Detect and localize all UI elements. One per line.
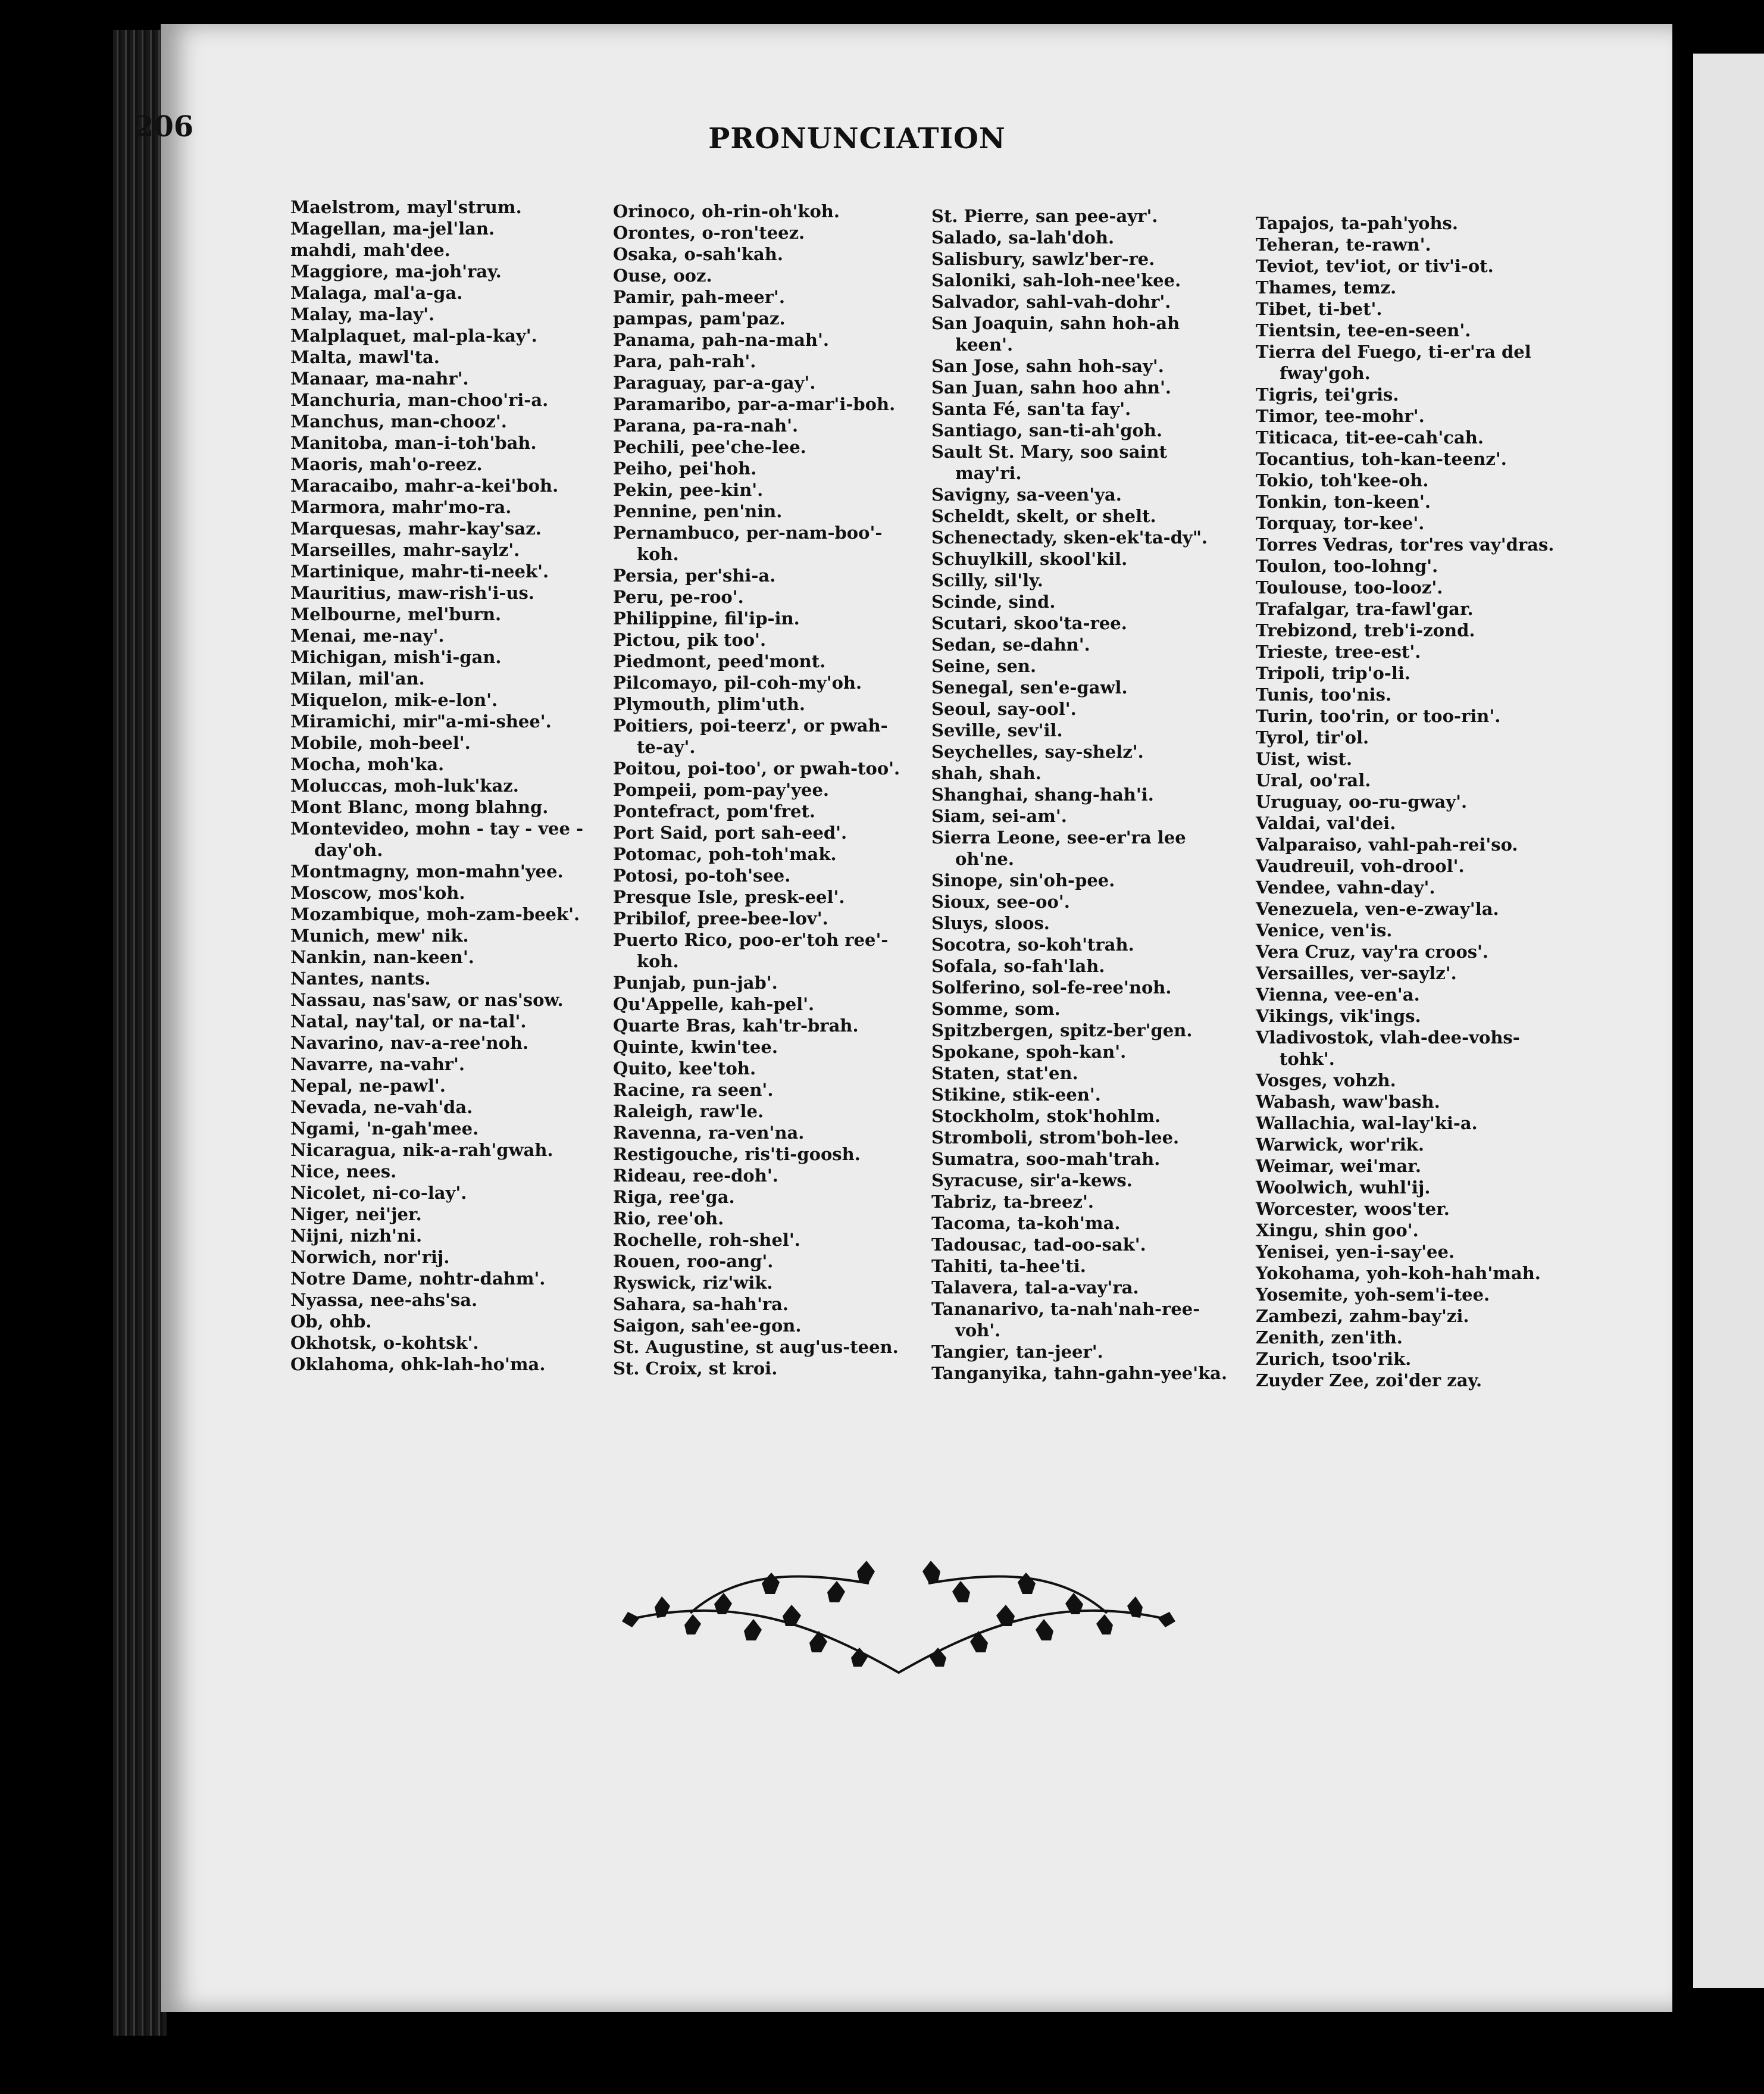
gazetteer-entry: Pictou, pik too'. [613, 630, 767, 650]
gazetteer-entry: Okhotsk, o-kohtsk'. [290, 1333, 479, 1353]
gazetteer-entry: Timor, tee-mohr'. [1256, 406, 1425, 426]
gazetteer-entry: Vikings, vik'ings. [1256, 1006, 1421, 1026]
gazetteer-entry: Navarre, na-vahr'. [290, 1054, 465, 1074]
gazetteer-entry: Ouse, ooz. [613, 265, 712, 286]
gazetteer-entry: Versailles, ver-saylz'. [1256, 963, 1457, 983]
gazetteer-entry: Vienna, vee-en'a. [1256, 985, 1420, 1005]
gazetteer-entry: Ravenna, ra-ven'na. [613, 1123, 805, 1143]
gazetteer-entry: Quinte, kwin'tee. [613, 1037, 778, 1057]
entry-continuation: may'ri. [955, 463, 1022, 483]
gazetteer-entry: Tananarivo, ta-nah'nah-ree- [931, 1299, 1200, 1319]
gazetteer-entry: Yenisei, yen-i-say'ee. [1256, 1242, 1455, 1262]
gazetteer-entry: Pennine, pen'nin. [613, 501, 783, 521]
gazetteer-entry: Nassau, nas'saw, or nas'sow. [290, 990, 564, 1010]
gazetteer-entry: Montevideo, mohn - tay - vee - [290, 818, 584, 839]
gazetteer-entry: Persia, per'shi-a. [613, 565, 776, 586]
gazetteer-entry: Tibet, ti-bet'. [1256, 299, 1383, 319]
gazetteer-entry: Plymouth, plim'uth. [613, 694, 805, 714]
gazetteer-entry: Quito, kee'toh. [613, 1058, 756, 1079]
next-page-edge [1693, 54, 1764, 1988]
gazetteer-entry: Scutari, skoo'ta-ree. [931, 613, 1127, 633]
gazetteer-entry: Paramaribo, par-a-mar'i-boh. [613, 394, 896, 414]
gazetteer-entry: Nevada, ne-vah'da. [290, 1097, 473, 1117]
running-head: PRONUNCIATION [708, 122, 1006, 155]
gazetteer-entry: Tierra del Fuego, ti-er'ra del [1256, 342, 1531, 362]
gazetteer-entry: Tunis, too'nis. [1256, 685, 1392, 705]
gazetteer-entry: Seychelles, say-shelz'. [931, 742, 1144, 762]
gazetteer-entry: Oklahoma, ohk-lah-ho'ma. [290, 1354, 546, 1374]
gazetteer-entry: Ryswick, riz'wik. [613, 1273, 773, 1293]
gazetteer-entry: Ngami, 'n-gah'mee. [290, 1118, 479, 1139]
gazetteer-entry: Scheldt, skelt, or shelt. [931, 506, 1156, 526]
gazetteer-entry: Warwick, wor'rik. [1256, 1134, 1424, 1155]
gazetteer-entry: Sinope, sin'oh-pee. [931, 870, 1115, 890]
gazetteer-entry: Rio, ree'oh. [613, 1208, 724, 1229]
gazetteer-entry: Nantes, nants. [290, 968, 431, 989]
gazetteer-entry: mahdi, mah'dee. [290, 240, 451, 260]
gazetteer-entry: Stikine, stik-een'. [931, 1084, 1101, 1105]
gazetteer-entry: Scilly, sil'ly. [931, 570, 1043, 590]
gazetteer-entry: Rochelle, roh-shel'. [613, 1230, 800, 1250]
gazetteer-entry: Tientsin, tee-en-seen'. [1256, 320, 1471, 340]
gazetteer-entry: Orinoco, oh-rin-oh'koh. [613, 201, 840, 221]
gazetteer-entry: Pechili, pee'che-lee. [613, 437, 806, 457]
gazetteer-entry: Tacoma, ta-koh'ma. [931, 1213, 1121, 1233]
page-number: 206 [134, 110, 194, 143]
gazetteer-entry: Salado, sa-lah'doh. [931, 227, 1115, 248]
gazetteer-entry: Somme, som. [931, 999, 1061, 1019]
gazetteer-entry: Navarino, nav-a-ree'noh. [290, 1033, 529, 1053]
entry-continuation: oh'ne. [955, 849, 1014, 869]
gazetteer-entry: Nyassa, nee-ahs'sa. [290, 1290, 478, 1310]
gazetteer-entry: Presque Isle, presk-eel'. [613, 887, 845, 907]
gazetteer-entry: Mont Blanc, mong blahng. [290, 797, 549, 817]
gazetteer-entry: Milan, mil'an. [290, 668, 425, 689]
gazetteer-entry: Puerto Rico, poo-er'toh ree'- [613, 930, 889, 950]
gazetteer-entry: Natal, nay'tal, or na-tal'. [290, 1011, 527, 1032]
gazetteer-entry: Sofala, so-fah'lah. [931, 956, 1105, 976]
gazetteer-entry: San Juan, sahn hoo ahn'. [931, 377, 1171, 398]
gazetteer-entry: Tadousac, tad-oo-sak'. [931, 1234, 1146, 1255]
gazetteer-entry: Pilcomayo, pil-coh-my'oh. [613, 673, 862, 693]
gazetteer-entry: Saloniki, sah-loh-nee'kee. [931, 270, 1181, 290]
gazetteer-entry: Seine, sen. [931, 656, 1037, 676]
gazetteer-entry: Savigny, sa-veen'ya. [931, 485, 1122, 505]
gazetteer-entry: Woolwich, wuhl'ij. [1256, 1177, 1431, 1198]
gazetteer-entry: Trafalgar, tra-fawl'gar. [1256, 599, 1474, 619]
gazetteer-entry: Philippine, fil'ip-in. [613, 608, 800, 629]
gazetteer-entry: Menai, me-nay'. [290, 626, 445, 646]
gazetteer-entry: Vaudreuil, voh-drool'. [1256, 856, 1465, 876]
book-spine [113, 30, 167, 2036]
gazetteer-entry: Mocha, moh'ka. [290, 754, 445, 774]
gazetteer-entry: Pernambuco, per-nam-boo'- [613, 523, 883, 543]
gazetteer-entry: Rideau, ree-doh'. [613, 1165, 778, 1186]
gazetteer-entry: Tapajos, ta-pah'yohs. [1256, 213, 1458, 233]
entry-continuation: voh'. [955, 1320, 1001, 1340]
gazetteer-entry: Para, pah-rah'. [613, 351, 756, 371]
gazetteer-entry: Maggiore, ma-joh'ray. [290, 261, 502, 282]
gazetteer-entry: Zenith, zen'ith. [1256, 1327, 1403, 1348]
gazetteer-entry: San Joaquin, sahn hoh-ah [931, 313, 1180, 333]
gazetteer-entry: Malay, ma-lay'. [290, 304, 435, 324]
gazetteer-entry: Michigan, mish'i-gan. [290, 647, 502, 667]
gazetteer-entry: Socotra, so-koh'trah. [931, 935, 1134, 955]
gazetteer-entry: Mobile, moh-beel'. [290, 733, 471, 753]
gazetteer-entry: Malaga, mal'a-ga. [290, 283, 463, 303]
gazetteer-entry: Sluys, sloos. [931, 913, 1050, 933]
gazetteer-entry: Nicaragua, nik-a-rah'gwah. [290, 1140, 553, 1160]
gazetteer-entry: Trebizond, treb'i-zond. [1256, 620, 1475, 640]
gazetteer-entry: Munich, mew' nik. [290, 926, 469, 946]
gazetteer-entry: Manitoba, man-i-toh'bah. [290, 433, 537, 453]
gazetteer-entry: Mozambique, moh-zam-beek'. [290, 904, 580, 924]
gazetteer-entry: Melbourne, mel'burn. [290, 604, 502, 624]
gazetteer-entry: Tigris, tei'gris. [1256, 385, 1399, 405]
gazetteer-entry: Wabash, waw'bash. [1256, 1092, 1440, 1112]
gazetteer-entry: St. Croix, st kroi. [613, 1358, 778, 1379]
gazetteer-entry: Pekin, pee-kin'. [613, 480, 764, 500]
gazetteer-entry: Wallachia, wal-lay'ki-a. [1256, 1113, 1478, 1133]
gazetteer-entry: Peru, pe-roo'. [613, 587, 744, 607]
gazetteer-entry: Qu'Appelle, kah-pel'. [613, 994, 815, 1014]
gazetteer-entry: Restigouche, ris'ti-goosh. [613, 1144, 861, 1164]
gazetteer-entry: Zuyder Zee, zoi'der zay. [1256, 1370, 1482, 1390]
gazetteer-entry: Marseilles, mahr-saylz'. [290, 540, 520, 560]
gazetteer-entry: Poitou, poi-too', or pwah-too'. [613, 758, 900, 779]
gazetteer-entry: Valparaiso, vahl-pah-rei'so. [1256, 835, 1518, 855]
gazetteer-entry: Ob, ohb. [290, 1311, 372, 1332]
gazetteer-entry: San Jose, sahn hoh-say'. [931, 356, 1164, 376]
gazetteer-entry: Senegal, sen'e-gawl. [931, 677, 1128, 698]
pronunciation-column-2 [613, 201, 946, 1379]
gazetteer-entry: Venezuela, ven-e-zway'la. [1256, 899, 1499, 919]
gazetteer-entry: Seoul, say-ool'. [931, 699, 1077, 719]
gazetteer-entry: Spokane, spoh-kan'. [931, 1042, 1127, 1062]
gazetteer-entry: Santa Fé, san'ta fay'. [931, 399, 1131, 419]
gazetteer-entry: Staten, stat'en. [931, 1063, 1078, 1083]
gazetteer-entry: Tanganyika, tahn-gahn-yee'ka. [931, 1363, 1228, 1383]
gazetteer-entry: Marmora, mahr'mo-ra. [290, 497, 512, 517]
gazetteer-entry: Mauritius, maw-rish'i-us. [290, 583, 534, 603]
gazetteer-entry: Tripoli, trip'o-li. [1256, 663, 1410, 683]
gazetteer-entry: Nepal, ne-pawl'. [290, 1076, 446, 1096]
gazetteer-entry: Tokio, toh'kee-oh. [1256, 470, 1429, 490]
gazetteer-entry: Raleigh, raw'le. [613, 1101, 764, 1121]
gazetteer-entry: Santiago, san-ti-ah'goh. [931, 420, 1163, 440]
pronunciation-column-4 [1256, 212, 1589, 1391]
gazetteer-entry: Teviot, tev'iot, or tiv'i-ot. [1256, 256, 1494, 276]
gazetteer-entry: Torquay, tor-kee'. [1256, 513, 1425, 533]
gazetteer-entry: Sault St. Mary, soo saint [931, 442, 1168, 462]
gazetteer-entry: Magellan, ma-jel'lan. [290, 218, 495, 239]
gazetteer-entry: Sierra Leone, see-er'ra lee [931, 827, 1186, 848]
gazetteer-entry: Schenectady, sken-ek'ta-dy". [931, 527, 1208, 548]
gazetteer-entry: Schuylkill, skool'kil. [931, 549, 1128, 569]
gazetteer-entry: Thames, temz. [1256, 277, 1397, 298]
gazetteer-entry: Seville, sev'il. [931, 720, 1063, 740]
gazetteer-entry: Riga, ree'ga. [613, 1187, 735, 1207]
gazetteer-entry: Nankin, nan-keen'. [290, 947, 474, 967]
gazetteer-entry: Moluccas, moh-luk'kaz. [290, 776, 519, 796]
gazetteer-entry: Vera Cruz, vay'ra croos'. [1256, 942, 1489, 962]
gazetteer-entry: Panama, pah-na-mah'. [613, 330, 829, 350]
gazetteer-entry: Tahiti, ta-hee'ti. [931, 1256, 1086, 1276]
gazetteer-entry: pampas, pam'paz. [613, 308, 786, 329]
gazetteer-entry: Zambezi, zahm-bay'zi. [1256, 1306, 1469, 1326]
gazetteer-entry: Pribilof, pree-bee-lov'. [613, 908, 828, 929]
gazetteer-entry: Nice, nees. [290, 1161, 397, 1182]
gazetteer-entry: Manchus, man-chooz'. [290, 411, 507, 432]
gazetteer-entry: Port Said, port sah-eed'. [613, 823, 847, 843]
gazetteer-entry: Punjab, pun-jab'. [613, 973, 778, 993]
gazetteer-entry: Ural, oo'ral. [1256, 770, 1371, 790]
gazetteer-entry: Yosemite, yoh-sem'i-tee. [1256, 1284, 1490, 1305]
entry-continuation: fway'goh. [1280, 363, 1371, 383]
pronunciation-column-1 [290, 196, 624, 1375]
gazetteer-entry: Quarte Bras, kah'tr-brah. [613, 1015, 859, 1036]
gazetteer-entry: Manaar, ma-nahr'. [290, 368, 469, 389]
gazetteer-entry: Sioux, see-oo'. [931, 892, 1070, 912]
gazetteer-entry: Saigon, sah'ee-gon. [613, 1315, 802, 1336]
entry-continuation: te-ay'. [637, 737, 696, 757]
gazetteer-entry: Xingu, shin goo'. [1256, 1220, 1419, 1240]
gazetteer-entry: Moscow, mos'koh. [290, 883, 465, 903]
gazetteer-entry: Yokohama, yoh-koh-hah'mah. [1256, 1263, 1541, 1283]
gazetteer-entry: Manchuria, man-choo'ri-a. [290, 390, 549, 410]
gazetteer-entry: Talavera, tal-a-vay'ra. [931, 1277, 1139, 1298]
gazetteer-entry: Venice, ven'is. [1256, 920, 1393, 940]
gazetteer-entry: Titicaca, tit-ee-cah'cah. [1256, 427, 1484, 448]
gazetteer-entry: Sumatra, soo-mah'trah. [931, 1149, 1161, 1169]
gazetteer-entry: Trieste, tree-est'. [1256, 642, 1421, 662]
gazetteer-entry: Syracuse, sir'a-kews. [931, 1170, 1133, 1190]
gazetteer-entry: Sedan, se-dahn'. [931, 635, 1090, 655]
gazetteer-entry: Nicolet, ni-co-lay'. [290, 1183, 467, 1203]
gazetteer-entry: Montmagny, mon-mahn'yee. [290, 861, 564, 882]
gazetteer-entry: Scinde, sind. [931, 592, 1056, 612]
gazetteer-entry: Osaka, o-sah'kah. [613, 244, 783, 264]
gazetteer-entry: Martinique, mahr-ti-neek'. [290, 561, 549, 582]
entry-continuation: tohk'. [1280, 1049, 1335, 1069]
gazetteer-entry: Torres Vedras, tor'res vay'dras. [1256, 535, 1555, 555]
gazetteer-entry: Peiho, pei'hoh. [613, 458, 757, 479]
gazetteer-entry: Notre Dame, nohtr-dahm'. [290, 1268, 546, 1289]
vine-leaf-ornament-icon [619, 1548, 1178, 1684]
gazetteer-entry: Worcester, woos'ter. [1256, 1199, 1450, 1219]
gazetteer-entry: Paraguay, par-a-gay'. [613, 373, 816, 393]
gazetteer-entry: Tocantius, toh-kan-teenz'. [1256, 449, 1507, 469]
gazetteer-entry: Maelstrom, mayl'strum. [290, 197, 522, 217]
gazetteer-entry: Zurich, tsoo'rik. [1256, 1349, 1412, 1369]
gazetteer-entry: Orontes, o-ron'teez. [613, 223, 805, 243]
gazetteer-entry: Tangier, tan-jeer'. [931, 1342, 1103, 1362]
gazetteer-entry: Siam, sei-am'. [931, 806, 1067, 826]
gazetteer-entry: Maoris, mah'o-reez. [290, 454, 483, 474]
gazetteer-entry: Parana, pa-ra-nah'. [613, 415, 799, 436]
gazetteer-entry: Maracaibo, mahr-a-kei'boh. [290, 476, 559, 496]
gazetteer-entry: Weimar, wei'mar. [1256, 1156, 1422, 1176]
pronunciation-column-3 [931, 205, 1265, 1384]
gazetteer-entry: Miquelon, mik-e-lon'. [290, 690, 498, 710]
gazetteer-entry: Salvador, sahl-vah-dohr'. [931, 292, 1171, 312]
gazetteer-entry: Stockholm, stok'hohlm. [931, 1106, 1161, 1126]
gazetteer-entry: Salisbury, sawlz'ber-re. [931, 249, 1155, 269]
gazetteer-entry: Miramichi, mir"a-mi-shee'. [290, 711, 552, 732]
gazetteer-entry: Racine, ra seen'. [613, 1080, 774, 1100]
gazetteer-entry: Turin, too'rin, or too-rin'. [1256, 706, 1501, 726]
gazetteer-entry: St. Pierre, san pee-ayr'. [931, 206, 1158, 226]
gazetteer-entry: Vladivostok, vlah-dee-vohs- [1256, 1027, 1520, 1048]
entry-continuation: koh. [637, 544, 679, 564]
gazetteer-entry: Tabriz, ta-breez'. [931, 1192, 1094, 1212]
gazetteer-entry: Pamir, pah-meer'. [613, 287, 785, 307]
gazetteer-entry: Toulouse, too-looz'. [1256, 577, 1443, 598]
gazetteer-entry: St. Augustine, st aug'us-teen. [613, 1337, 899, 1357]
gazetteer-entry: Potomac, poh-toh'mak. [613, 844, 837, 864]
gazetteer-entry: Rouen, roo-ang'. [613, 1251, 774, 1271]
gazetteer-entry: Tonkin, ton-keen'. [1256, 492, 1431, 512]
gazetteer-entry: Pompeii, pom-pay'yee. [613, 780, 829, 800]
gazetteer-entry: Solferino, sol-fe-ree'noh. [931, 977, 1172, 998]
gazetteer-entry: Malplaquet, mal-pla-kay'. [290, 326, 537, 346]
gazetteer-entry: Marquesas, mahr-kay'saz. [290, 518, 542, 539]
gazetteer-entry: Niger, nei'jer. [290, 1204, 422, 1224]
entry-continuation: keen'. [955, 335, 1014, 355]
gazetteer-entry: Vendee, vahn-day'. [1256, 877, 1435, 898]
entry-continuation: day'oh. [314, 840, 383, 860]
gazetteer-entry: Tyrol, tir'ol. [1256, 727, 1369, 748]
gazetteer-entry: Sahara, sa-hah'ra. [613, 1294, 789, 1314]
gazetteer-entry: Piedmont, peed'mont. [613, 651, 826, 671]
gazetteer-entry: Shanghai, shang-hah'i. [931, 785, 1154, 805]
gazetteer-entry: Vosges, vohzh. [1256, 1070, 1396, 1090]
gazetteer-entry: Uist, wist. [1256, 749, 1353, 769]
gazetteer-entry: Potosi, po-toh'see. [613, 865, 791, 886]
gazetteer-entry: Stromboli, strom'boh-lee. [931, 1127, 1180, 1148]
gazetteer-entry: Teheran, te-rawn'. [1256, 235, 1431, 255]
gazetteer-entry: Pontefract, pom'fret. [613, 801, 815, 821]
gazetteer-entry: Norwich, nor'rij. [290, 1247, 450, 1267]
gazetteer-entry: Malta, mawl'ta. [290, 347, 440, 367]
gazetteer-entry: Spitzbergen, spitz-ber'gen. [931, 1020, 1193, 1040]
gazetteer-entry: Nijni, nizh'ni. [290, 1226, 423, 1246]
gazetteer-entry: Uruguay, oo-ru-gway'. [1256, 792, 1468, 812]
gazetteer-entry: Toulon, too-lohng'. [1256, 556, 1438, 576]
gazetteer-entry: shah, shah. [931, 763, 1041, 783]
gazetteer-entry: Valdai, val'dei. [1256, 813, 1396, 833]
entry-continuation: koh. [637, 951, 679, 971]
gazetteer-entry: Poitiers, poi-teerz', or pwah- [613, 715, 888, 736]
